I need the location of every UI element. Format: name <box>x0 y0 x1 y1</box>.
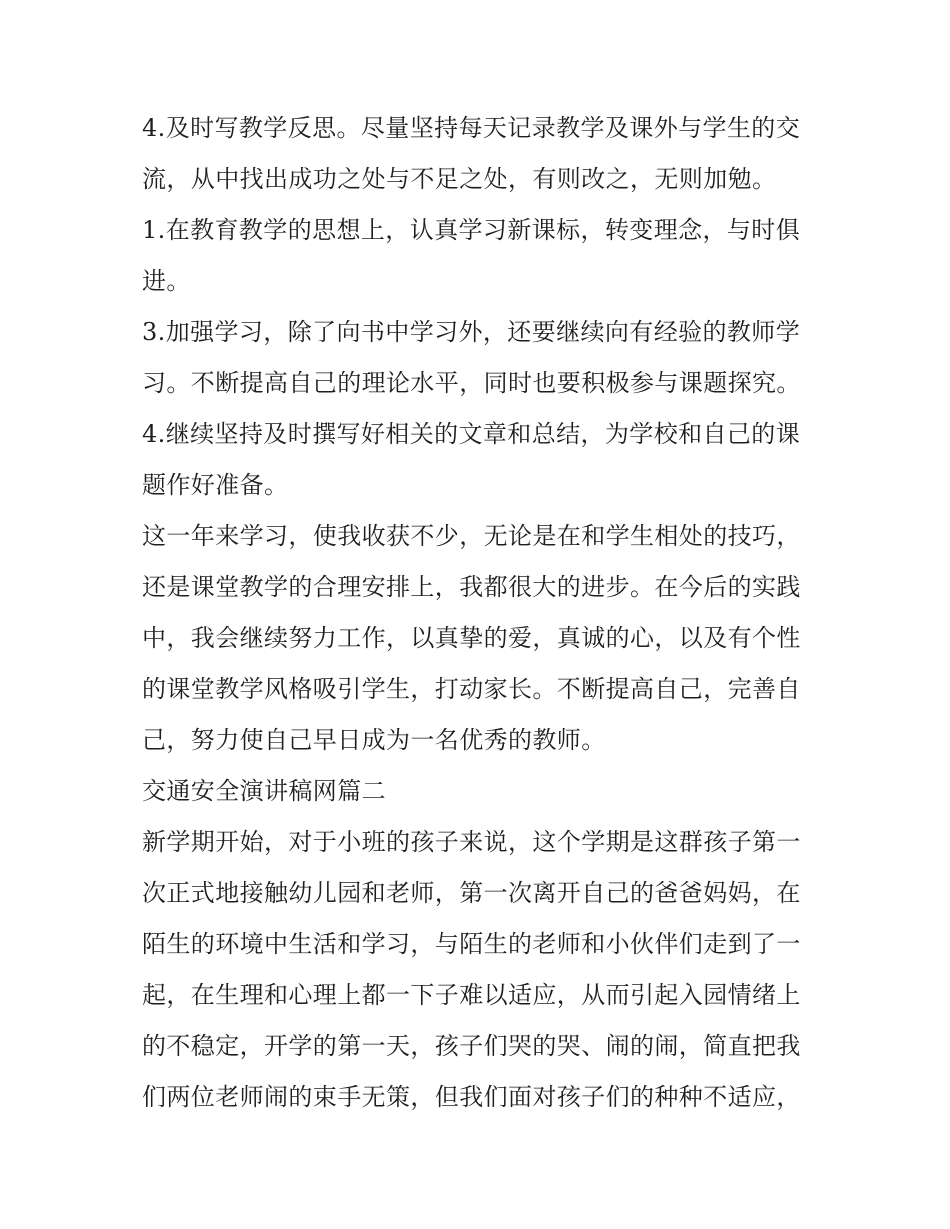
text-line: 流，从中找出成功之处与不足之处，有则改之，无则加勉。 <box>142 165 777 193</box>
text-line: 3.加强学习，除了向书中学习外，还要继续向有经验的教师学 <box>142 318 801 346</box>
text-line: 这一年来学习，使我收获不少，无论是在和学生相处的技巧， <box>142 522 801 550</box>
text-line: 习。不断提高自己的理论水平，同时也要积极参与课题探究。 <box>142 369 801 397</box>
text-line: 中，我会继续努力工作，以真挚的爱，真诚的心，以及有个性 <box>142 624 801 652</box>
text-line: 1.在教育教学的思想上，认真学习新课标，转变理念，与时俱 <box>142 216 801 244</box>
text-line: 陌生的环境中生活和学习，与陌生的老师和小伙伴们走到了一 <box>142 930 801 958</box>
text-line: 们两位老师闹的束手无策，但我们面对孩子们的种种不适应， <box>142 1083 801 1111</box>
document-body <box>142 103 822 1123</box>
text-line: 次正式地接触幼儿园和老师，第一次离开自己的爸爸妈妈，在 <box>142 879 801 907</box>
text-line: 还是课堂教学的合理安排上，我都很大的进步。在今后的实践 <box>142 573 801 601</box>
text-line: 己，努力使自己早日成为一名优秀的教师。 <box>142 726 606 754</box>
text-line: 题作好准备。 <box>142 471 289 499</box>
text-line: 的课堂教学风格吸引学生，打动家长。不断提高自己，完善自 <box>142 675 801 703</box>
text-line: 的不稳定，开学的第一天，孩子们哭的哭、闹的闹，简直把我 <box>142 1032 801 1060</box>
text-line: 进。 <box>142 267 191 295</box>
text-line: 起，在生理和心理上都一下子难以适应，从而引起入园情绪上 <box>142 981 801 1009</box>
text-line: 新学期开始，对于小班的孩子来说，这个学期是这群孩子第一 <box>142 828 801 856</box>
text-line: 4.及时写教学反思。尽量坚持每天记录教学及课外与学生的交 <box>142 114 801 142</box>
section-heading: 交通安全演讲稿网篇二 <box>142 777 386 805</box>
text-line: 4.继续坚持及时撰写好相关的文章和总结，为学校和自己的课 <box>142 420 801 448</box>
